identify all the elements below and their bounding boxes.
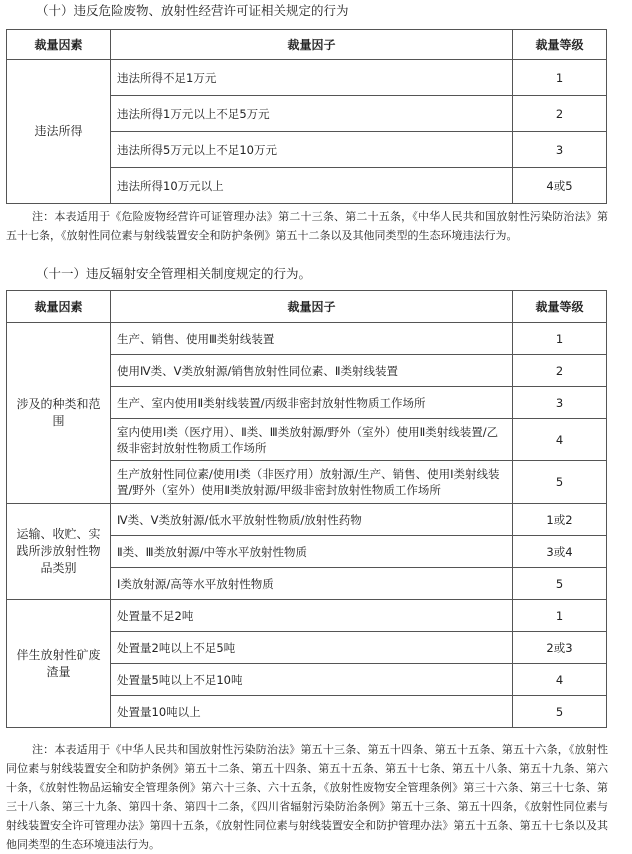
grade-cell: 5	[513, 568, 607, 600]
grade-cell: 4	[513, 419, 607, 461]
factor-cell: 生产、室内使用Ⅱ类射线装置/丙级非密封放射性物质工作场所	[111, 387, 513, 419]
category-cell: 运输、收贮、实践所涉放射性物品类别	[7, 504, 111, 600]
grade-cell: 4	[513, 664, 607, 696]
factor-cell: Ⅰ类放射源/高等水平放射性物质	[111, 568, 513, 600]
section-10-title: （十）违反危险废物、放射性经营许可证相关规定的行为	[36, 3, 349, 18]
grade-cell: 2	[513, 96, 607, 132]
factor-cell: 室内使用Ⅰ类（医疗用）、Ⅱ类、Ⅲ类放射源/野外（室外）使用Ⅱ类射线装置/乙级非密封放射性物质工作场所	[111, 419, 513, 461]
table-section-11	[6, 290, 607, 728]
table-row	[7, 504, 607, 536]
table-header-row	[7, 30, 607, 60]
factor-cell: Ⅱ类、Ⅲ类放射源/中等水平放射性物质	[111, 536, 513, 568]
grade-cell: 5	[513, 696, 607, 728]
table-section-10	[6, 29, 607, 204]
factor-cell: 生产放射性同位素/使用Ⅰ类（非医疗用）放射源/生产、销售、使用Ⅰ类射线装置/野外（室外）使用Ⅱ类放射源/甲级非密封放射性物质工作场所	[111, 461, 513, 504]
factor-cell: 生产、销售、使用Ⅲ类射线装置	[111, 323, 513, 355]
grade-cell: 3或4	[513, 536, 607, 568]
header-grade: 裁量等级	[513, 30, 607, 60]
header-factor: 裁量因子	[111, 291, 513, 323]
factor-cell: Ⅳ类、Ⅴ类放射源/低水平放射性物质/放射性药物	[111, 504, 513, 536]
grade-cell: 1	[513, 60, 607, 96]
factor-cell: 处置量10吨以上	[111, 696, 513, 728]
grade-cell: 3	[513, 387, 607, 419]
section-11-title: （十一）违反辐射安全管理相关制度规定的行为。	[36, 266, 312, 281]
factor-cell: 违法所得10万元以上	[111, 168, 513, 204]
category-cell: 违法所得	[7, 60, 111, 204]
grade-cell: 1	[513, 600, 607, 632]
factor-cell: 使用Ⅳ类、Ⅴ类放射源/销售放射性同位素、Ⅱ类射线装置	[111, 355, 513, 387]
category-cell: 伴生放射性矿废渣量	[7, 600, 111, 728]
header-factor-category: 裁量因素	[7, 291, 111, 323]
factor-cell: 违法所得1万元以上不足5万元	[111, 96, 513, 132]
factor-cell: 违法所得5万元以上不足10万元	[111, 132, 513, 168]
factor-cell: 违法所得不足1万元	[111, 60, 513, 96]
category-cell: 涉及的种类和范围	[7, 323, 111, 504]
grade-cell: 2	[513, 355, 607, 387]
grade-cell: 4或5	[513, 168, 607, 204]
header-factor-category: 裁量因素	[7, 30, 111, 60]
section-10-note: 注：本表适用于《危险废物经营许可证管理办法》第二十三条、第二十五条，《中华人民共和国放射性污染防治法》第五十七条，《放射性同位素与射线装置安全和防护条例》第五十二条以及其他同类型的生态环境违法行为。	[6, 210, 608, 242]
header-grade: 裁量等级	[513, 291, 607, 323]
header-factor: 裁量因子	[111, 30, 513, 60]
factor-cell: 处置量2吨以上不足5吨	[111, 632, 513, 664]
table-row	[7, 323, 607, 355]
table-row	[7, 60, 607, 96]
table-row	[7, 600, 607, 632]
factor-cell: 处置量不足2吨	[111, 600, 513, 632]
factor-cell: 处置量5吨以上不足10吨	[111, 664, 513, 696]
grade-cell: 1	[513, 323, 607, 355]
grade-cell: 2或3	[513, 632, 607, 664]
grade-cell: 3	[513, 132, 607, 168]
grade-cell: 5	[513, 461, 607, 504]
section-11-note: 注：本表适用于《中华人民共和国放射性污染防治法》第五十三条、第五十四条、第五十五条、第五十六条，《放射性同位素与射线装置安全和防护条例》第五十二条、第五十四条、第五十五条、第五十七条、第五十八条、第五十九条、第六十条，《放射性物品运输安全管理条例》第六十三条、六十五条，《放射性废物安全管理条例》第三十六条、第三十七条、第三十八条、第三十九条、第四十条、第四十二条，《四川省辐射污染防治条例》第五十三条、第五十四条，《放射性同位素与射线装置安全许可管理办法》第四十五条，《放射性同位素与射线装置安全和防护管理办法》第五十五条、第五十七条以及其他同类型的生态环境违法行为。	[6, 743, 608, 851]
table-header-row	[7, 291, 607, 323]
grade-cell: 1或2	[513, 504, 607, 536]
